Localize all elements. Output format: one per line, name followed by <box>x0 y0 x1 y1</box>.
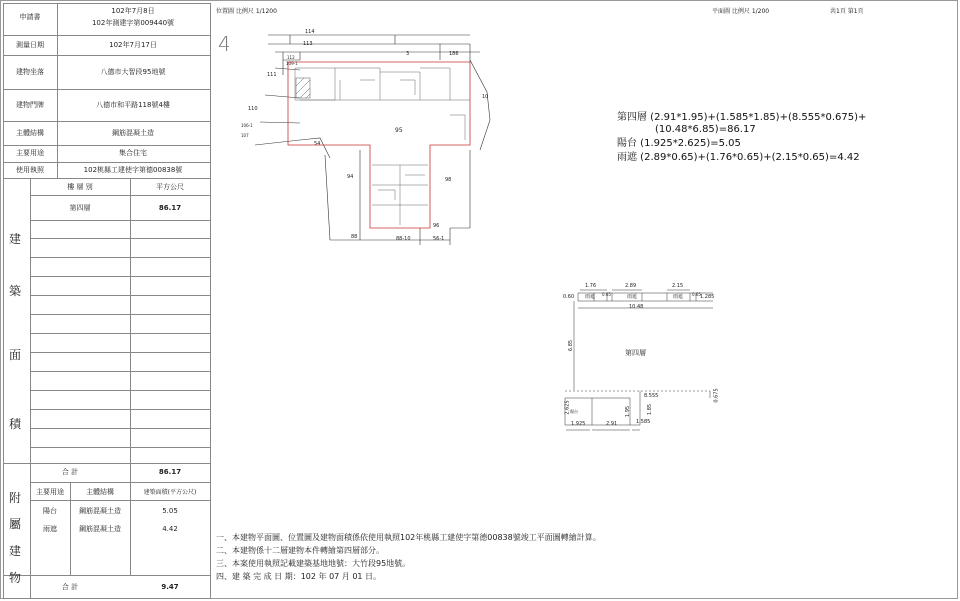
lot-186: 186 <box>449 51 459 57</box>
dim-0-675: 0.675 <box>713 388 720 403</box>
lot-109: 109-1 <box>286 61 298 66</box>
page-count: 共1頁 第1頁 <box>830 8 864 15</box>
attached-row2-area: 4.42 <box>162 525 178 533</box>
lot-107: 107 <box>241 133 249 138</box>
dim-10-48: 10.48 <box>629 304 644 310</box>
lot-106-1: 106-1 <box>241 123 253 128</box>
area-formula-balcony: 陽台 (1.925*2.625)=5.05 <box>617 138 741 149</box>
area-formula-floor: 第四層 (2.91*1.95)+(1.585*1.85)+(8.555*0.675)+ <box>617 112 867 123</box>
col-floor-header: 樓 層 別 <box>67 183 93 191</box>
lot-88-10: 88-10 <box>396 236 411 242</box>
door-label: 建物門牌 <box>16 101 44 109</box>
structure-value: 鋼筋混凝土造 <box>112 129 154 137</box>
dim-1-85: 1.85 <box>647 403 654 416</box>
side-char-2: 築 <box>8 284 22 298</box>
dim-0-65-a: 0.65 <box>602 292 611 297</box>
site-label: 建物坐落 <box>16 68 44 76</box>
area-formula-canopy: 雨遮 (2.89*0.65)+(1.76*0.65)+(2.15*0.65)=4.42 <box>617 152 860 163</box>
license-label: 使用執照 <box>16 166 44 174</box>
area-formula-floor-cont: (10.48*6.85)=86.17 <box>655 124 756 135</box>
survey-date-label: 測量日期 <box>16 41 44 49</box>
dim-2-625: 2.625 <box>564 400 571 415</box>
attached-side-2: 屬 <box>8 517 22 531</box>
attached-row2-structure: 鋼筋混凝土造 <box>79 525 121 533</box>
attached-total-label: 合 計 <box>61 583 79 591</box>
dim-1-925: 1.925 <box>571 421 586 427</box>
attached-row2-use: 雨遮 <box>43 525 57 533</box>
canopy-label-2: 雨遮 <box>627 294 638 300</box>
lot-95: 95 <box>395 127 403 134</box>
use-value: 集合住宅 <box>119 149 147 157</box>
lot-111: 111 <box>267 72 277 78</box>
canopy-label-3: 雨遮 <box>673 294 684 300</box>
subtotal-value: 86.17 <box>158 468 182 476</box>
side-char-1: 建 <box>8 232 22 246</box>
canopy-label-1: 雨遮 <box>585 294 596 300</box>
lot-96: 96 <box>433 223 440 229</box>
lot-10: 10 <box>482 94 489 100</box>
site-value: 八德市大智段95地號 <box>100 68 166 76</box>
lot-54: 54 <box>314 141 321 147</box>
dim-1-585: 1.585 <box>636 419 651 425</box>
side-char-3: 面 <box>8 348 22 362</box>
door-value: 八德市和平路118號4樓 <box>96 101 170 109</box>
attached-col-structure: 主體結構 <box>86 488 114 496</box>
note-4: 四、建 築 完 成 日 期：102 年 07 月 01 日。 <box>216 572 382 581</box>
floor-plan-label: 第四層 <box>625 349 646 357</box>
dim-0-60: 0.60 <box>563 294 575 300</box>
note-2: 二、本建物係十二層建物本件轉繪第四層部分。 <box>216 546 384 555</box>
dim-2-15: 2.15 <box>672 283 684 289</box>
location-map-title: 位置圖 比例尺 1/1200 <box>216 8 277 15</box>
subtotal-label: 合 計 <box>61 468 79 476</box>
floor-row-name: 第四層 <box>69 204 91 212</box>
floor-plan-title: 平面圖 比例尺 1/200 <box>712 8 770 15</box>
apply-number: 102年測建字第009440號 <box>91 19 175 27</box>
apply-label: 申請書 <box>19 13 41 21</box>
lot-94: 94 <box>347 174 354 180</box>
lot-114: 114 <box>305 29 315 35</box>
lot-110: 110 <box>248 106 258 112</box>
structure-label: 主體結構 <box>16 129 44 137</box>
dim-2-91: 2.91 <box>606 421 618 427</box>
attached-col-use: 主要用途 <box>36 488 64 496</box>
attached-col-area: 建築面積(平方公尺) <box>143 489 197 496</box>
apply-date: 102年7月8日 <box>111 7 155 15</box>
lot-112: 112 <box>287 55 295 60</box>
lot-88: 88 <box>351 234 358 240</box>
lot-98: 98 <box>445 177 452 183</box>
lot-3: 3 <box>406 51 410 57</box>
dim-1-285: 1.285 <box>700 294 715 300</box>
attached-row1-use: 陽台 <box>43 507 57 515</box>
license-value: 102桃縣工建使字第德00838號 <box>83 166 183 174</box>
lot-113: 113 <box>303 41 313 47</box>
attached-total-value: 9.47 <box>161 583 179 591</box>
col-area-header: 平方公尺 <box>156 183 184 191</box>
north-arrow-icon: 4 <box>218 32 231 56</box>
dim-6-85: 6.85 <box>568 339 575 352</box>
attached-side-4: 物 <box>8 571 22 585</box>
dim-0-65-b: 0.65 <box>692 292 701 297</box>
dim-1-95: 1.95 <box>625 405 632 418</box>
attached-side-1: 附 <box>8 491 22 505</box>
attached-side-3: 建 <box>8 544 22 558</box>
floor-row-area: 86.17 <box>158 204 182 212</box>
dim-8-555: 8.555 <box>644 393 659 399</box>
lot-56-1: 56-1 <box>433 236 445 242</box>
balcony-label: 陽台 <box>570 409 578 414</box>
attached-row1-area: 5.05 <box>162 507 178 515</box>
attached-row1-structure: 鋼筋混凝土造 <box>79 507 121 515</box>
survey-date: 102年7月17日 <box>109 41 157 49</box>
use-label: 主要用途 <box>16 149 44 157</box>
side-char-4: 積 <box>8 417 22 431</box>
note-1: 一、本建物平面圖、位置圖及建物面積係依使用執照102年桃縣工建使字第德00838號竣工平面圖轉繪計算。 <box>216 533 601 542</box>
note-3: 三、本案使用執照記載建築基地地號：大竹段95地號。 <box>216 559 411 568</box>
dim-2-89: 2.89 <box>625 283 637 289</box>
dim-1-76: 1.76 <box>585 283 597 289</box>
